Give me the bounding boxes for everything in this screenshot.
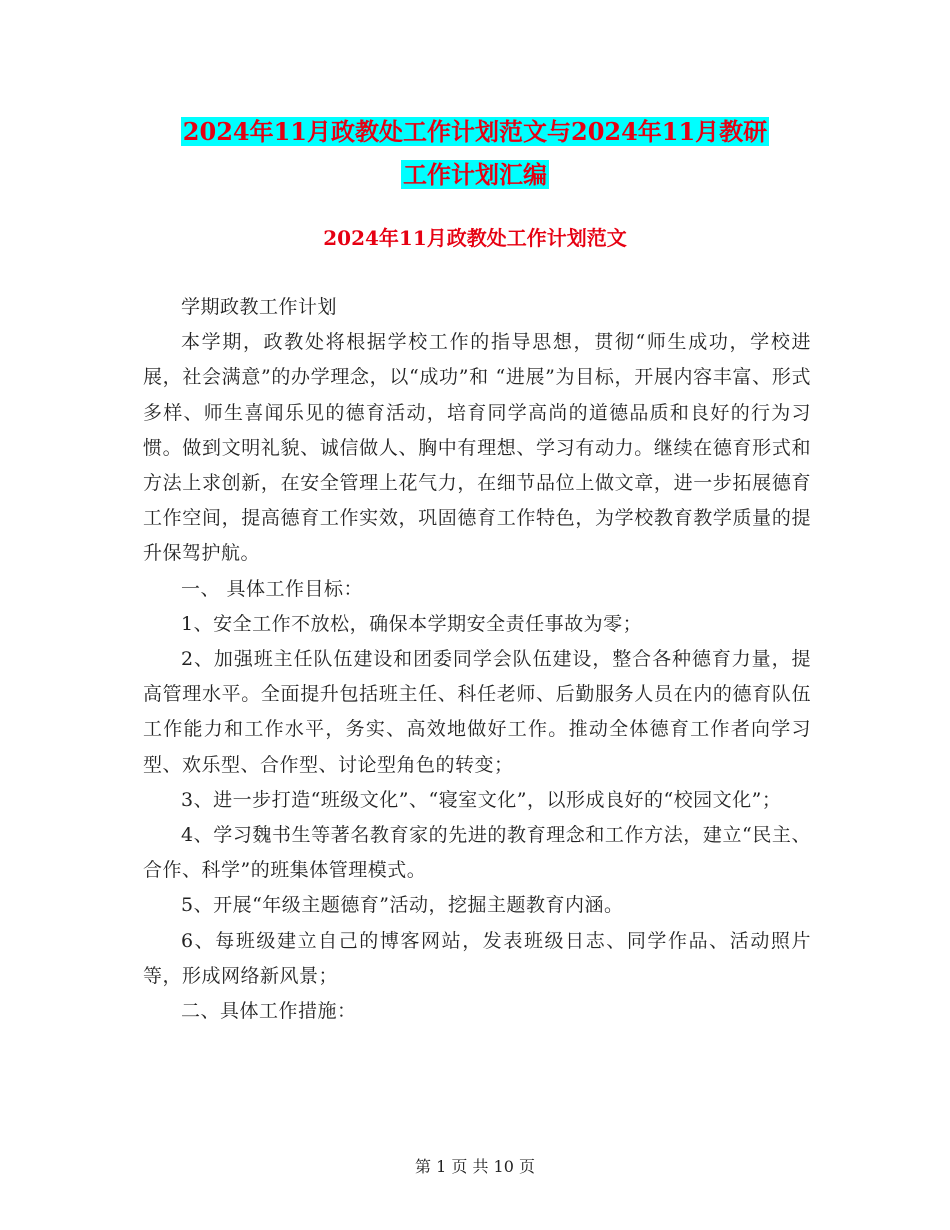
document-title-line-1: [0, 112, 950, 152]
page-footer: 第 1 页 共 10 页: [415, 1157, 535, 1176]
paragraph-goal-3: 3、进一步打造“班级文化”、“寝室文化”，以形成良好的“校园文化”；: [181, 788, 782, 811]
document-body: [143, 290, 811, 1029]
paragraph-intro: 本学期，政教处将根据学校工作的指导思想，贯彻“师生成功，学校进展，社会满意”的办学理念，以“成功”和 “进展”为目标，开展内容丰富、形式多样、师生喜闻乐见的德育活动，培育同学高尚的道德品质和良好的行为习惯。做到文明礼貌、诚信做人、胸中有理想、学习有动力。继续在德育形式和方法上求创新，在安全管理上花气力，在细节品位上做文章，进一步拓展德育工作空间，提高德育工作实效，巩固德育工作特色，为学校教育教学质量的提升保驾护航。: [143, 331, 811, 565]
section-title: 2024年11月政教处工作计划范文: [323, 226, 627, 250]
paragraph-goal-6: 6、每班级建立自己的博客网站，发表班级日志、同学作品、活动照片等，形成网络新风景；: [143, 929, 811, 987]
title-highlight-1: 2024年11月政教处工作计划范文与2024年11月教研: [182, 117, 768, 146]
paragraph-heading: 学期政教工作计划: [181, 296, 338, 318]
paragraph-goal-5: 5、开展“年级主题德育”活动，挖掘主题教育内涵。: [181, 894, 624, 917]
paragraph-goal-1: 1、安全工作不放松，确保本学期安全责任事故为零；: [181, 612, 643, 635]
paragraph-goal-4: 4、学习魏书生等著名教育家的先进的教育理念和工作方法，建立“民主、合作、科学”的班集体管理模式。: [143, 824, 811, 882]
title-highlight-2: 工作计划汇编: [403, 160, 547, 189]
paragraph-measures-heading: 二、具体工作措施：: [181, 1000, 357, 1023]
paragraph-goal-2: 2、加强班主任队伍建设和团委同学会队伍建设，整合各种德育力量，提高管理水平。全面提升包括班主任、科任老师、后勤服务人员在内的德育队伍工作能力和工作水平，务实、高效地做好工作。推动全体德育工作者向学习型、欢乐型、合作型、讨论型角色的转变；: [143, 648, 811, 776]
paragraph-goals-heading: 一、 具体工作目标：: [181, 577, 364, 600]
document-title-line-2: [0, 155, 950, 195]
